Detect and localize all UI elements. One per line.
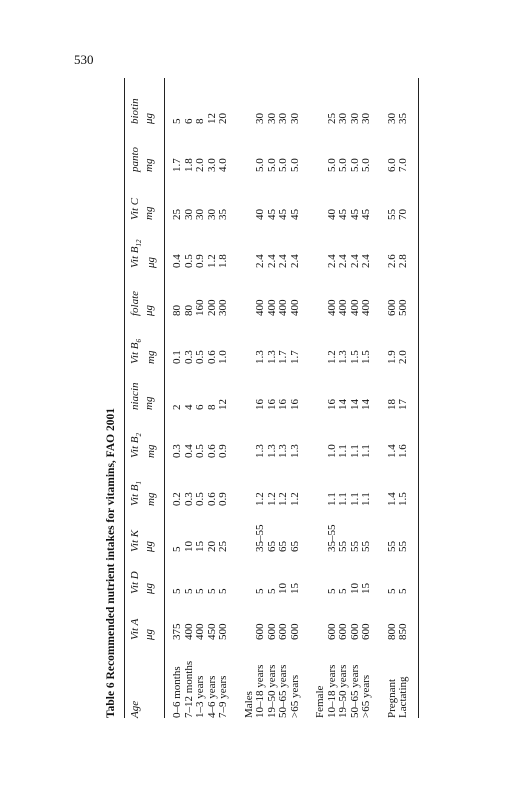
value-cell: 1.1 — [337, 444, 349, 458]
value-cell: 80 — [171, 305, 183, 316]
value-cell: 0.5 — [194, 350, 206, 364]
value-cell: 1.7 — [277, 350, 289, 364]
column-header-name: Vit B — [129, 246, 141, 268]
value-cell: 1.1 — [348, 444, 361, 458]
column-header — [130, 433, 157, 458]
column-header — [130, 701, 141, 718]
table-row — [195, 78, 207, 718]
value-cell: 1.1 — [325, 492, 338, 506]
column-header-unit: mg — [145, 444, 158, 458]
table-row — [338, 78, 350, 718]
column-header-name: Vit D — [129, 571, 141, 594]
value-cell: 1.2 — [288, 492, 301, 506]
value-cell: 1.8 — [182, 158, 195, 172]
value-cell: 55 — [397, 541, 409, 552]
value-cell: 200 — [205, 299, 218, 316]
value-cell: 5 — [171, 546, 183, 552]
value-cell: 1.1 — [337, 492, 349, 506]
value-cell: 1.1 — [360, 444, 372, 458]
value-cell: 20 — [217, 113, 229, 124]
value-cell: 5 — [337, 588, 349, 594]
value-cell: 15 — [194, 541, 206, 552]
age-cell: 0–6 months — [171, 666, 183, 718]
value-cell: 55 — [360, 541, 372, 552]
value-cell: 55 — [385, 541, 398, 552]
column-header-name: Age — [129, 700, 141, 718]
value-cell: 18 — [385, 399, 398, 410]
value-cell: 1.1 — [348, 492, 361, 506]
value-cell: 400 — [325, 299, 338, 316]
value-cell: 450 — [205, 623, 218, 640]
value-cell: 25 — [171, 209, 183, 220]
value-cell: 600 — [265, 623, 278, 640]
value-cell: 850 — [397, 623, 409, 640]
value-cell: 1.7 — [288, 350, 301, 364]
table-row — [373, 78, 387, 718]
column-header-name: Vit B — [129, 484, 141, 506]
column-header-unit: μg — [145, 256, 158, 268]
table-row — [255, 78, 267, 718]
value-cell: 400 — [182, 623, 195, 640]
table-row — [278, 78, 290, 718]
value-cell: 2.0 — [397, 350, 409, 364]
value-cell: 375 — [171, 623, 183, 640]
value-cell: 35–55 — [254, 524, 266, 552]
value-cell: 1.6 — [397, 444, 409, 458]
value-cell: 2.4 — [325, 254, 338, 268]
value-cell: 600 — [385, 299, 398, 316]
value-cell: 1.2 — [325, 350, 338, 364]
column-header-name: Vit A — [129, 618, 141, 640]
value-cell: 5.0 — [277, 158, 289, 172]
column-header-unit: mg — [143, 158, 155, 172]
column-header-unit: mg — [143, 396, 155, 410]
table-body — [172, 78, 410, 718]
value-cell: 400 — [288, 299, 301, 316]
column-header-name: niacin — [129, 382, 141, 410]
value-cell: 30 — [205, 209, 218, 220]
age-cell: Males — [242, 691, 255, 718]
value-cell: 1.3 — [337, 350, 349, 364]
value-cell: 2.4 — [265, 254, 278, 268]
value-cell: 80 — [182, 305, 195, 316]
value-cell: 40 — [325, 209, 338, 220]
value-cell: 600 — [254, 623, 266, 640]
value-cell: 2.4 — [288, 254, 301, 268]
value-cell: 400 — [348, 299, 361, 316]
value-cell: 5.0 — [337, 158, 349, 172]
value-cell: 12 — [205, 113, 218, 124]
age-cell: 19–50 years — [265, 664, 278, 718]
age-cell: >65 years — [288, 674, 301, 718]
value-cell: 3.0 — [205, 158, 218, 172]
value-cell: 14 — [337, 399, 349, 410]
value-cell: 400 — [277, 299, 289, 316]
value-cell: 1.8 — [217, 254, 229, 268]
value-cell: 0.6 — [205, 350, 218, 364]
value-cell: 2.4 — [254, 254, 266, 268]
column-header-subscript: 12 — [135, 239, 144, 247]
value-cell: 16 — [265, 399, 278, 410]
value-cell: 0.4 — [171, 254, 183, 268]
value-cell: 2.4 — [348, 254, 361, 268]
value-cell: 2.4 — [277, 254, 289, 268]
age-cell: Pregnant — [385, 678, 398, 718]
page-number: 530 — [74, 52, 94, 67]
value-cell: 1.5 — [360, 350, 372, 364]
column-header-unit: μg — [143, 582, 155, 594]
column-header — [130, 530, 155, 552]
column-header — [130, 240, 157, 268]
value-cell: 5.0 — [254, 158, 266, 172]
value-cell: 0.9 — [194, 254, 206, 268]
value-cell: 400 — [337, 299, 349, 316]
value-cell: 16 — [277, 399, 289, 410]
value-cell: 0.5 — [182, 254, 195, 268]
value-cell: 8 — [205, 404, 218, 410]
value-cell: 30 — [277, 113, 289, 124]
header-rule — [164, 78, 165, 718]
value-cell: 2.6 — [385, 254, 398, 268]
value-cell: 5 — [217, 588, 229, 594]
value-cell: 45 — [277, 209, 289, 220]
value-cell: 70 — [397, 209, 409, 220]
value-cell: 5.0 — [325, 158, 338, 172]
value-cell: 30 — [182, 209, 195, 220]
table-row — [301, 78, 315, 718]
value-cell: 6 — [182, 118, 195, 124]
value-cell: 500 — [397, 299, 409, 316]
value-cell: 600 — [325, 623, 338, 640]
column-header — [130, 481, 157, 506]
value-cell: 600 — [277, 623, 289, 640]
value-cell: 600 — [360, 623, 372, 640]
value-cell: 45 — [265, 209, 278, 220]
value-cell: 55 — [337, 541, 349, 552]
age-cell: 19–50 years — [337, 664, 349, 718]
age-cell: 4–6 years — [205, 675, 218, 718]
value-cell: 10 — [348, 583, 361, 594]
value-cell: 0.3 — [182, 350, 195, 364]
value-cell: 35 — [217, 209, 229, 220]
value-cell: 15 — [360, 583, 372, 594]
column-header-name: Vit B — [129, 342, 141, 364]
value-cell: 5.0 — [265, 158, 278, 172]
value-cell: 30 — [348, 113, 361, 124]
table-row — [361, 78, 373, 718]
value-cell: 400 — [254, 299, 266, 316]
value-cell: 5 — [254, 588, 266, 594]
value-cell: 8 — [194, 118, 206, 124]
value-cell: 1.5 — [348, 350, 361, 364]
table-group-label — [244, 78, 256, 718]
value-cell: 600 — [337, 623, 349, 640]
table-row — [350, 78, 362, 718]
table-caption: Table 6 Recommended nutrient intakes for vitamins, FAO 2001 — [105, 408, 117, 718]
value-cell: 1.7 — [171, 158, 183, 172]
column-header — [130, 383, 155, 411]
value-cell: 0.4 — [182, 444, 195, 458]
value-cell: 0.5 — [194, 444, 206, 458]
column-header-unit: mg — [145, 492, 158, 506]
table-row — [207, 78, 219, 718]
column-header — [130, 291, 155, 316]
value-cell: 30 — [337, 113, 349, 124]
value-cell: 0.5 — [194, 492, 206, 506]
age-cell: >65 years — [360, 674, 372, 718]
value-cell: 5 — [397, 588, 409, 594]
value-cell: 16 — [325, 399, 338, 410]
top-rule — [124, 78, 125, 718]
table-row — [327, 78, 339, 718]
table-row — [267, 78, 279, 718]
value-cell: 30 — [254, 113, 266, 124]
column-header-unit: μg — [143, 112, 155, 124]
value-cell: 1.3 — [254, 350, 266, 364]
value-cell: 10 — [182, 541, 195, 552]
value-cell: 35 — [397, 113, 409, 124]
value-cell: 1.3 — [265, 350, 278, 364]
table-row — [230, 78, 244, 718]
column-header — [130, 571, 155, 594]
table-group-label — [315, 78, 327, 718]
age-cell: 50–65 years — [348, 664, 361, 718]
column-header-subscript: 6 — [135, 339, 144, 343]
value-cell: 5 — [171, 118, 183, 124]
age-cell: 7–12 months — [182, 660, 195, 718]
value-cell: 5.0 — [348, 158, 361, 172]
column-header-unit: μg — [143, 304, 155, 316]
value-cell: 6 — [194, 404, 206, 410]
value-cell: 2.4 — [337, 254, 349, 268]
value-cell: 65 — [277, 541, 289, 552]
age-cell: 10–18 years — [254, 664, 266, 718]
table-row — [172, 78, 184, 718]
column-header-name: Vit B — [129, 436, 141, 458]
value-cell: 20 — [205, 541, 218, 552]
value-cell: 0.9 — [217, 444, 229, 458]
value-cell: 30 — [265, 113, 278, 124]
column-header — [130, 98, 155, 124]
value-cell: 1.4 — [385, 492, 398, 506]
value-cell: 0.1 — [171, 350, 183, 364]
column-header-name: folate — [129, 290, 141, 316]
table-row — [387, 78, 399, 718]
value-cell: 0.2 — [171, 492, 183, 506]
value-cell: 16 — [288, 399, 301, 410]
column-header-unit: μg — [143, 628, 155, 640]
value-cell: 2.0 — [194, 158, 206, 172]
value-cell: 12 — [217, 399, 229, 410]
value-cell: 600 — [288, 623, 301, 640]
value-cell: 1.5 — [397, 492, 409, 506]
value-cell: 55 — [385, 209, 398, 220]
value-cell: 1.0 — [217, 350, 229, 364]
column-header-name: Vit K — [129, 529, 141, 552]
value-cell: 5 — [385, 588, 398, 594]
value-cell: 65 — [288, 541, 301, 552]
value-cell: 400 — [265, 299, 278, 316]
value-cell: 400 — [194, 623, 206, 640]
value-cell: 14 — [348, 399, 361, 410]
value-cell: 0.3 — [171, 444, 183, 458]
value-cell: 5 — [205, 588, 218, 594]
age-cell: 1–3 years — [194, 675, 206, 718]
value-cell: 5.0 — [360, 158, 372, 172]
value-cell: 5 — [171, 588, 183, 594]
value-cell: 1.2 — [277, 492, 289, 506]
value-cell: 500 — [217, 623, 229, 640]
column-header-unit: mg — [145, 350, 158, 364]
value-cell: 4 — [182, 404, 195, 410]
value-cell: 4.0 — [217, 158, 229, 172]
value-cell: 5 — [325, 588, 338, 594]
column-header — [130, 619, 155, 640]
column-header-subscript: 1 — [135, 481, 144, 485]
column-header-unit: μg — [143, 540, 155, 552]
value-cell: 35–55 — [325, 524, 338, 552]
value-cell: 2.8 — [397, 254, 409, 268]
rotated-table — [100, 78, 420, 718]
value-cell: 5 — [265, 588, 278, 594]
value-cell: 1.2 — [265, 492, 278, 506]
age-cell: 7–9 years — [217, 675, 229, 718]
value-cell: 25 — [325, 113, 338, 124]
value-cell: 30 — [360, 113, 372, 124]
age-cell: Female — [314, 685, 326, 718]
value-cell: 5 — [182, 588, 195, 594]
value-cell: 1.1 — [360, 492, 372, 506]
table-row — [184, 78, 196, 718]
value-cell: 5.0 — [288, 158, 301, 172]
value-cell: 15 — [288, 583, 301, 594]
value-cell: 1.3 — [265, 444, 278, 458]
value-cell: 16 — [254, 399, 266, 410]
value-cell: 1.0 — [325, 444, 338, 458]
age-cell: Lactating — [397, 676, 409, 718]
value-cell: 55 — [348, 541, 361, 552]
age-cell: 50–65 years — [277, 664, 289, 718]
value-cell: 45 — [337, 209, 349, 220]
value-cell: 25 — [217, 541, 229, 552]
table-row — [218, 78, 230, 718]
value-cell: 400 — [360, 299, 372, 316]
value-cell: 0.6 — [205, 444, 218, 458]
value-cell: 1.2 — [205, 254, 218, 268]
value-cell: 40 — [254, 209, 266, 220]
value-cell: 1.2 — [254, 492, 266, 506]
value-cell: 1.3 — [288, 444, 301, 458]
bottom-rule — [418, 78, 419, 718]
column-header — [130, 339, 157, 364]
value-cell: 2 — [171, 404, 183, 410]
value-cell: 7.0 — [397, 158, 409, 172]
value-cell: 1.4 — [385, 444, 398, 458]
value-cell: 0.9 — [217, 492, 229, 506]
value-cell: 30 — [385, 113, 398, 124]
value-cell: 0.3 — [182, 492, 195, 506]
column-header — [130, 147, 155, 172]
table-row — [398, 78, 410, 718]
value-cell: 45 — [288, 209, 301, 220]
value-cell: 2.4 — [360, 254, 372, 268]
value-cell: 1.3 — [277, 444, 289, 458]
table-row — [290, 78, 302, 718]
value-cell: 1.3 — [254, 444, 266, 458]
value-cell: 30 — [288, 113, 301, 124]
value-cell: 800 — [385, 623, 398, 640]
value-cell: 17 — [397, 399, 409, 410]
value-cell: 5 — [194, 588, 206, 594]
value-cell: 30 — [194, 209, 206, 220]
age-cell: 10–18 years — [325, 664, 338, 718]
value-cell: 600 — [348, 623, 361, 640]
column-header-name: biotin — [129, 98, 141, 124]
column-header — [130, 198, 155, 220]
value-cell: 300 — [217, 299, 229, 316]
value-cell: 10 — [277, 583, 289, 594]
column-header-name: panto — [129, 146, 141, 172]
value-cell: 0.6 — [205, 492, 218, 506]
value-cell: 160 — [194, 299, 206, 316]
value-cell: 6.0 — [385, 158, 398, 172]
column-header-name: Vit C — [129, 197, 141, 220]
column-header-unit: mg — [143, 206, 155, 220]
value-cell: 14 — [360, 399, 372, 410]
value-cell: 45 — [360, 209, 372, 220]
value-cell: 45 — [348, 209, 361, 220]
value-cell: 65 — [265, 541, 278, 552]
value-cell: 1.9 — [385, 350, 398, 364]
column-header-subscript: 2 — [135, 433, 144, 437]
